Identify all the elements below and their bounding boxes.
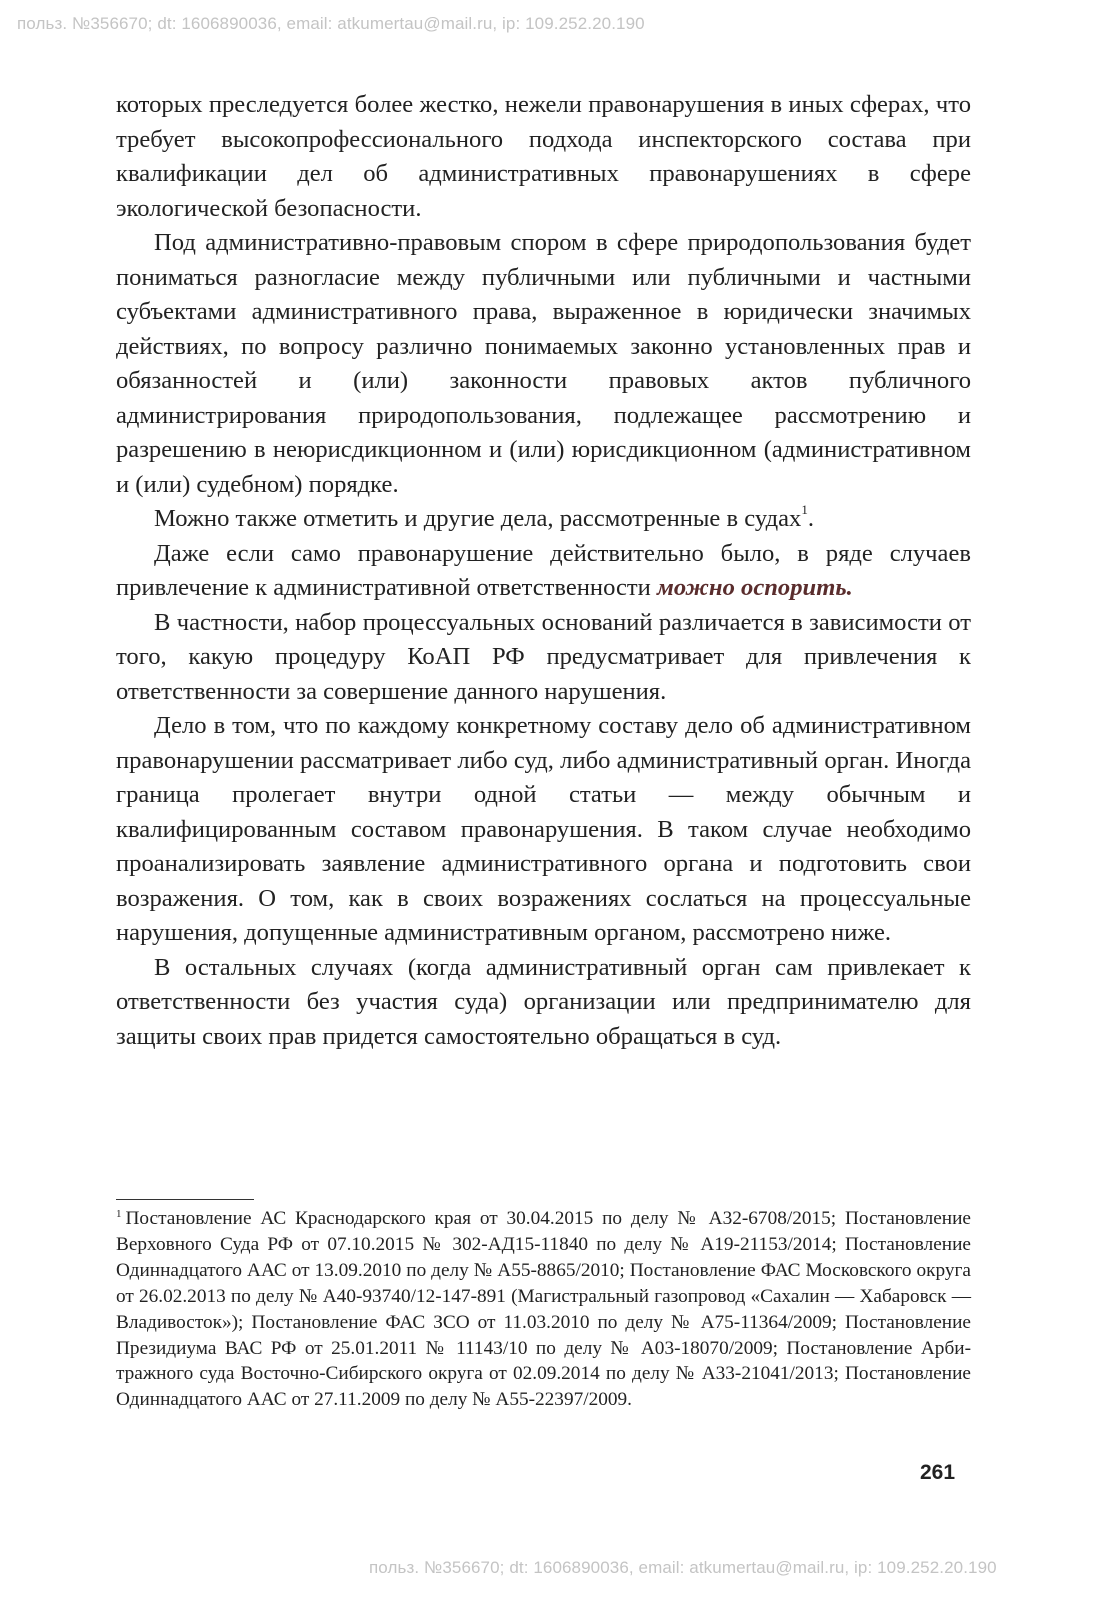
paragraph-3: Можно также отметить и другие дела, рассмотренные в судах$^1$. [154, 502, 814, 532]
paragraph-7: В остальных случаях (когда административный орган сам привлекает к ответственности без участия суда) организации или предпринимателю для защиты своих прав придется самостоятельно обращаться в суд. [116, 953, 971, 1050]
footnote [116, 1206, 971, 1413]
footnote-reference: 1 [801, 502, 808, 517]
watermark-bottom: польз. №356670; dt: 1606890036, email: atkumertau@mail.ru, ip: 109.252.20.190 [369, 1558, 997, 1577]
emphasis-text: можно оспорить. [656, 574, 853, 601]
paragraph-2: Под административно-правовым спором в сфере природопользования будет пониматься разногласие между публичными или публичными и частными субъектами административного права, выраженное в юридически значимых действиях, по вопросу различно понимаемых законно установленных прав и обязанностей и (или) законности правовых актов публичного администрирования природопользования, подлежащее рассмотрению и разрешению в неюрисдикционном и (или) юрисдикционном (административном и (или) судебном) порядке. [116, 229, 971, 498]
paragraph-6: Дело в том, что по каждому конкретному составу дело об административном правонарушении рассматривает либо суд, либо административный орган. Иногда граница пролегает внутри одной статьи — между обычным и квалифицированным составом правонарушения. В таком случае необходимо проанализировать заявление административного органа и подготовить свои возражения. О том, как в своих возражениях сослаться на процессуальные нарушения, допущенные административным органом, рассмотрено ниже. [116, 712, 971, 946]
paragraph-5: В частности, набор процессуальных оснований различается в зависимости от того, какую процедуру КоАП РФ предусматривает для привлечения к ответственности за совершение данного нарушения. [116, 608, 971, 705]
footnote-divider [116, 1199, 254, 1200]
page-number: 261 [920, 1461, 956, 1484]
watermark-top: польз. №356670; dt: 1606890036, email: atkumertau@mail.ru, ip: 109.252.20.190 [17, 14, 645, 33]
paragraph-3-text: Можно также отметить и другие дела, рассмотренные в судах [154, 505, 802, 532]
paragraph-4 [116, 537, 971, 606]
footnote-marker: 1 [116, 1208, 122, 1220]
paragraph-4-text: Даже если само правонарушение действительно было, в ряде случаев привлечение к административной ответственности [116, 539, 971, 601]
paragraph-1: которых преследуется более жестко, нежели правонарушения в иных сферах, что требует высокопрофессионального подхода инспекторского состава при квалификации дел об административных правонарушениях в сфере экологической безопасности. [116, 91, 971, 222]
page-body [116, 88, 971, 1054]
footnote-text: Постановление АС Краснодарского края от 30.04.2015 по делу № А32-6708/2015; Постановление Верховного Суда РФ от 07.10.2015 № 302-АД15-11840 по делу № А19-21153/2014; Постановление Одиннадцатого ААС от 13.09.2010 по делу № А55-8865/2010; Постановление ФАС Московского округа от 26.02.2013 по делу № А40-93740/12-147-891 (Магистральный газопровод «Сахалин — Хабаровск — Владивосток»); Постановление ФАС ЗСО от 11.03.2010 по делу № А75-11364/2009; Постановление Президиума ВАС РФ от 25.01.2011 № 11143/10 по делу № А03-18070/2009; Постановление Арбитражного суда Восточно-Сибирского округа от 02.09.2014 по делу № А33-21041/2013; Постановление Одиннадцатого ААС от 27.11.2009 по делу № А55-22397/2009. [116, 1208, 971, 1411]
